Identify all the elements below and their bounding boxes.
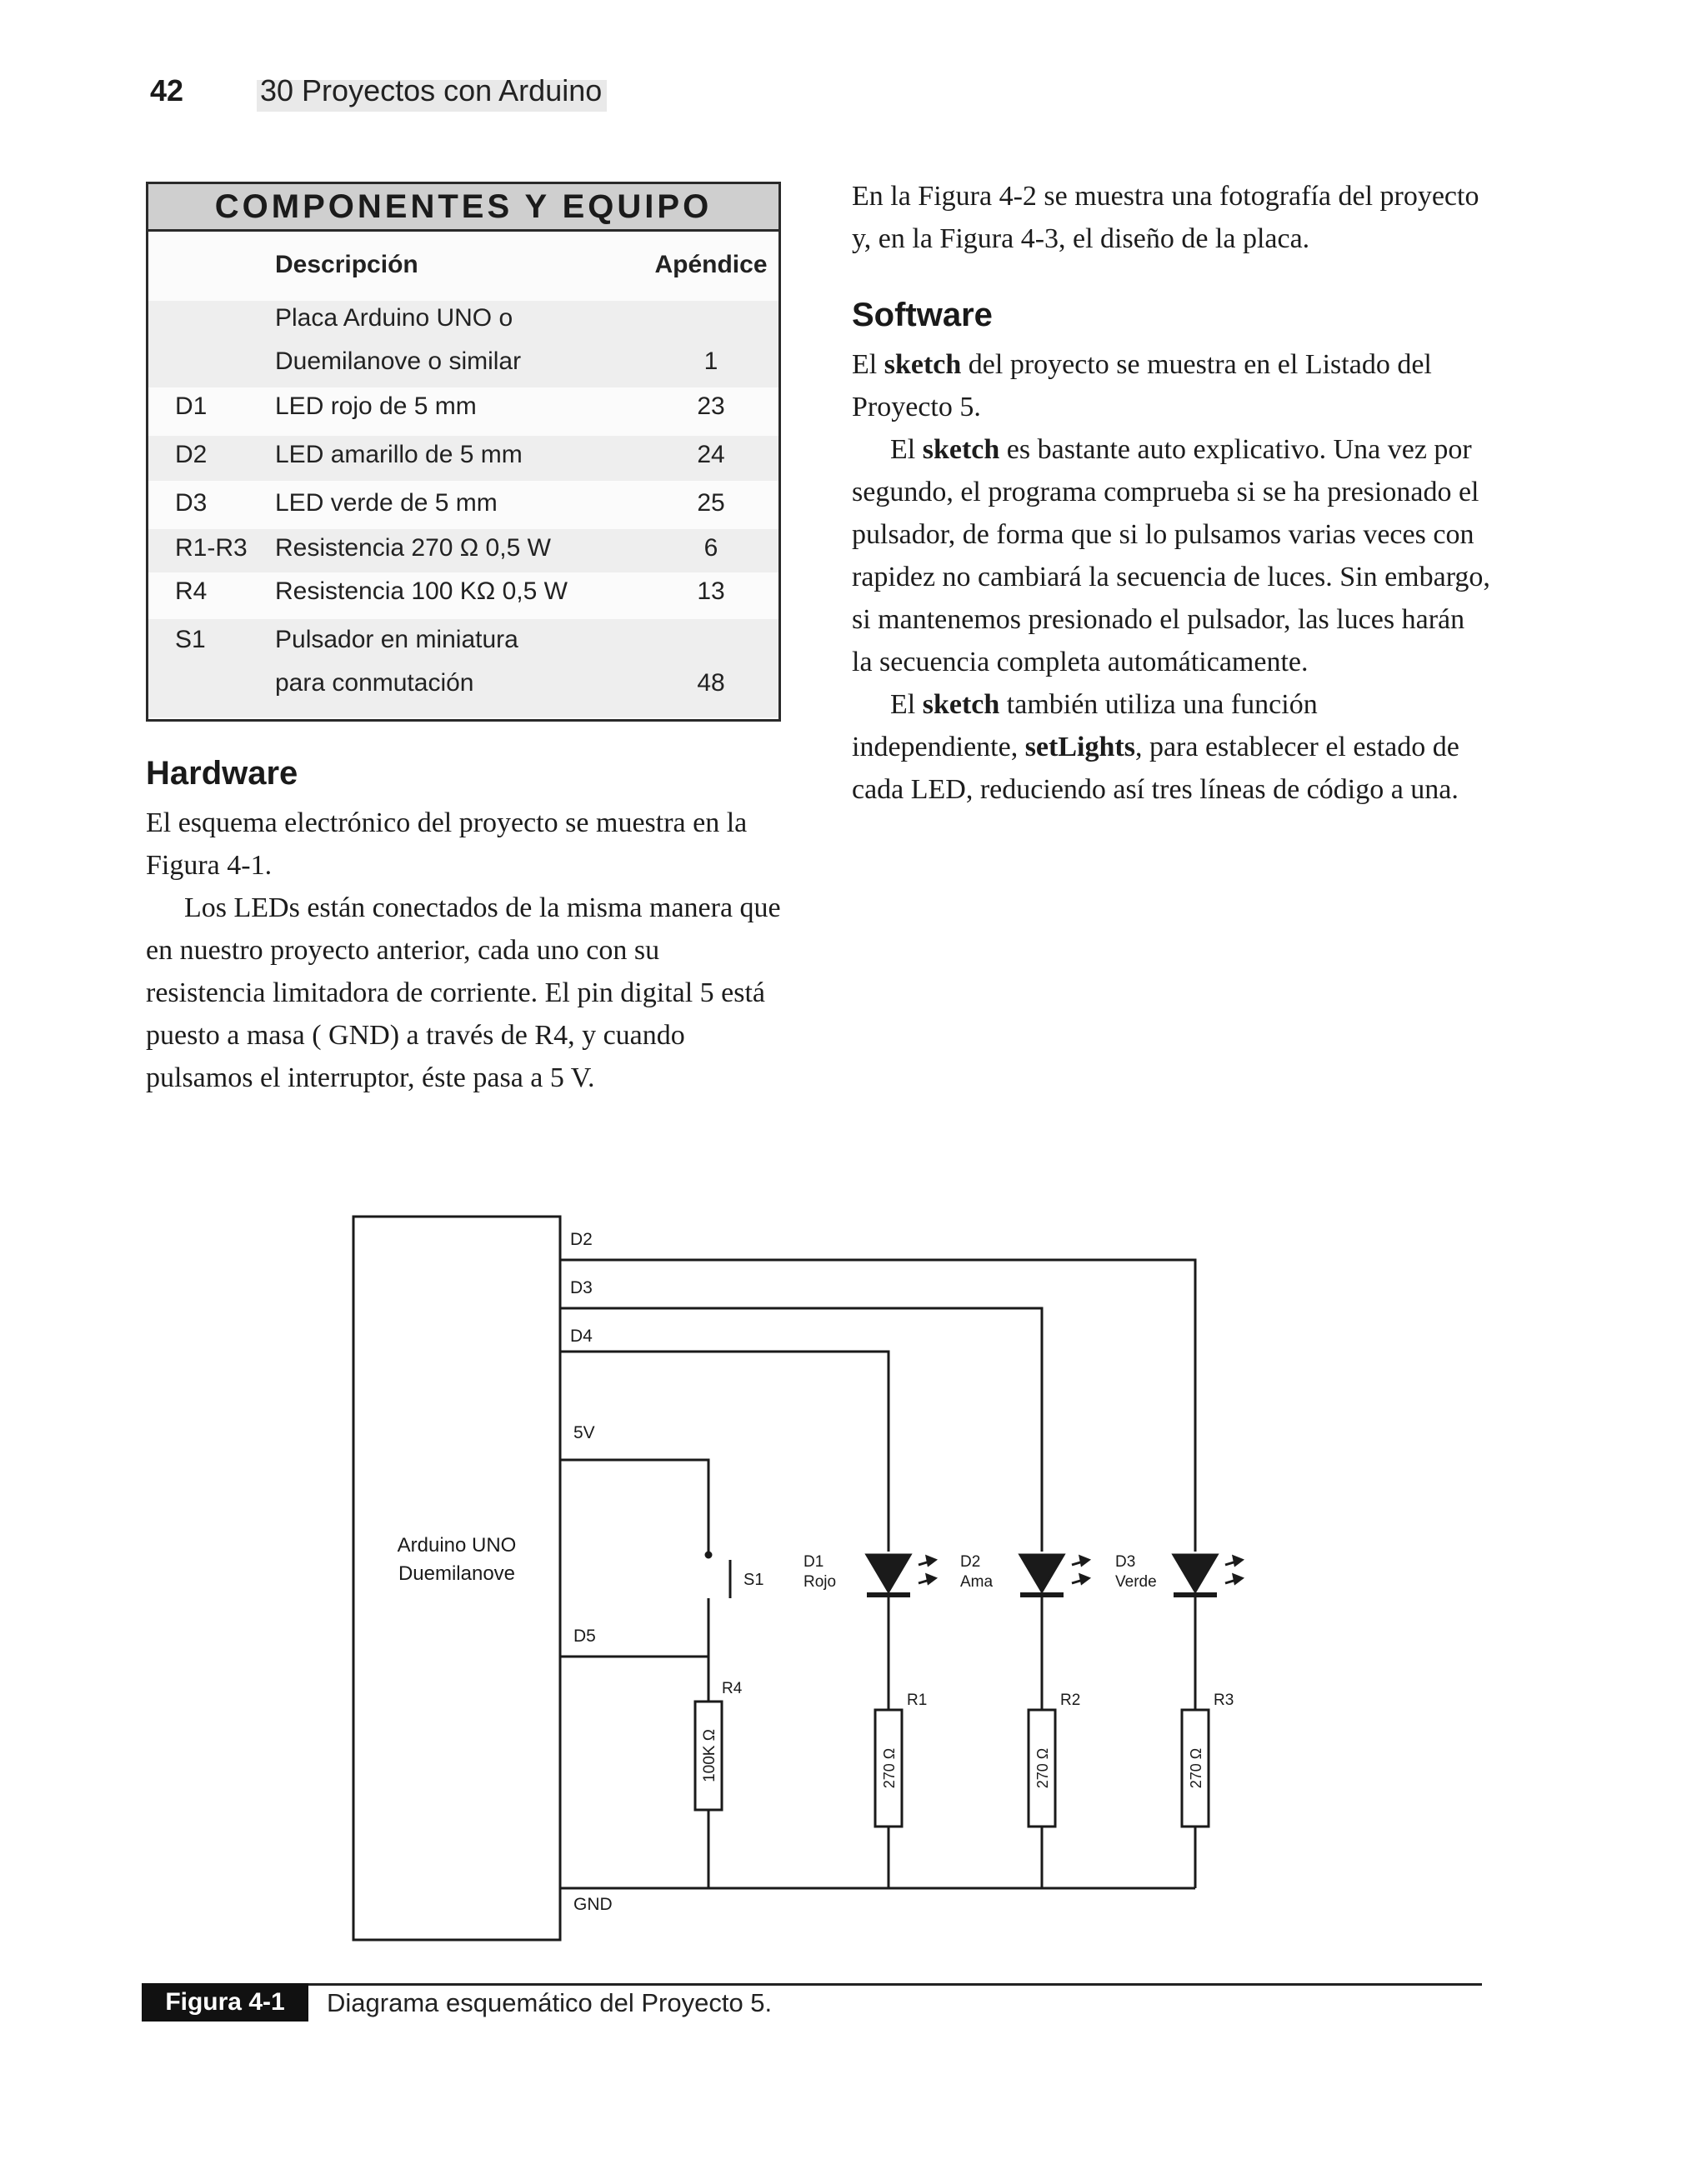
- sketch-term: sketch: [922, 434, 1000, 465]
- led-d2: [1020, 1555, 1064, 1592]
- text-run: El: [890, 689, 923, 720]
- text-run: es bastante auto explicativo. Una vez por segundo, el programa comprueba si se ha presionado el pulsador, de forma que si lo pulsamos varias veces con rapidez no cambiará la secuencia de luces. Sin embargo, si mantenemos presionado el pulsador, las luces harán la secuencia completa automáticamente.: [852, 434, 1490, 677]
- row-code: D3: [175, 489, 208, 517]
- row-description: Resistencia 270 Ω 0,5 W: [275, 534, 551, 562]
- row-appendix: 23: [697, 392, 725, 420]
- hardware-heading: Hardware: [146, 755, 298, 792]
- row-code: S1: [175, 626, 206, 653]
- row-appendix: 24: [697, 441, 725, 468]
- row-appendix: 48: [697, 669, 725, 697]
- switch-s1-label: S1: [743, 1571, 764, 1589]
- led-d3: [1174, 1555, 1217, 1592]
- pin-d5-label: D5: [573, 1627, 596, 1646]
- arrow-icon: [1234, 1557, 1242, 1565]
- row-code: D2: [175, 441, 208, 468]
- resistor-r2-label: R2: [1060, 1692, 1081, 1709]
- sketch-term: sketch: [884, 349, 962, 380]
- board-label-line-2: Duemilanove: [398, 1562, 516, 1585]
- wire-d3: [560, 1308, 1042, 1552]
- led-d1-color: Rojo: [803, 1573, 837, 1591]
- row-appendix: 6: [703, 534, 718, 562]
- book-title: 30 Proyectos con Arduino: [260, 73, 603, 107]
- hardware-paragraph-2: Los LEDs están conectados de la misma manera que en nuestro proyecto anterior, cada uno con su resistencia limitadora de corriente. El pin digital 5 está puesto a masa ( GND) a través de R4, y cuando pulsamos el interruptor, éste pasa a 5 V.: [146, 892, 781, 1093]
- software-heading: Software: [852, 297, 993, 333]
- row-description-line: para conmutación: [275, 669, 474, 697]
- row-description-line: Duemilanove o similar: [275, 347, 522, 375]
- resistor-r1-value: 270 Ω: [881, 1747, 898, 1789]
- figure-tag: Figura 4-1: [142, 1983, 308, 2022]
- row-description: LED verde de 5 mm: [275, 489, 498, 517]
- switch-contact: [706, 1552, 711, 1557]
- led-d3-color: Verde: [1115, 1573, 1157, 1591]
- row-description: LED amarillo de 5 mm: [275, 441, 523, 468]
- row-description: Resistencia 100 KΩ 0,5 W: [275, 577, 568, 605]
- led-d1-label: D1: [803, 1553, 824, 1571]
- row-appendix: 25: [697, 489, 725, 517]
- resistor-r3-value: 270 Ω: [1188, 1747, 1204, 1789]
- resistor-r4-label: R4: [722, 1680, 743, 1697]
- text-run: El: [890, 434, 923, 465]
- figure-caption: Diagrama esquemático del Proyecto 5.: [327, 1988, 773, 2017]
- components-table-title: COMPONENTES Y EQUIPO: [148, 184, 778, 232]
- resistor-r4-value: 100K Ω: [701, 1729, 718, 1782]
- sketch-term: sketch: [922, 689, 1000, 720]
- row-appendix: 13: [697, 577, 725, 605]
- text-run: El: [852, 349, 884, 380]
- text-run: también utiliza una función independiente,: [852, 689, 1318, 762]
- resistor-r3-label: R3: [1214, 1692, 1234, 1709]
- led-d2-color: Ama: [960, 1573, 994, 1591]
- column-header-appendix: Apéndice: [654, 251, 768, 278]
- row-description-line: Pulsador en miniatura: [275, 626, 518, 653]
- arrow-icon: [927, 1575, 935, 1583]
- resistor-r1-label: R1: [907, 1692, 928, 1709]
- wire-d4: [560, 1352, 889, 1552]
- row-code: D1: [175, 392, 208, 420]
- intro-paragraph: En la Figura 4-2 se muestra una fotografía del proyecto y, en la Figura 4-3, el diseño de la placa.: [852, 181, 1479, 254]
- wire-d2: [560, 1260, 1195, 1552]
- row-code: R4: [175, 577, 208, 605]
- text-run: , para establecer el estado de cada LED, reduciendo así tres líneas de código a una.: [852, 732, 1459, 805]
- page-number: 42: [150, 73, 184, 107]
- arrow-icon: [1080, 1557, 1089, 1565]
- led-d2-label: D2: [960, 1553, 981, 1571]
- row-description-line: Placa Arduino UNO o: [275, 304, 513, 332]
- led-d1: [867, 1555, 910, 1592]
- column-header-description: Descripción: [275, 251, 418, 278]
- resistor-r2-value: 270 Ω: [1034, 1747, 1051, 1789]
- arrow-icon: [927, 1557, 935, 1565]
- text-run: del proyecto se muestra en el Listado del Proyecto 5.: [852, 349, 1432, 422]
- pin-d3-label: D3: [570, 1278, 593, 1297]
- pin-5v-label: 5V: [573, 1423, 595, 1442]
- arrow-icon: [1080, 1575, 1089, 1583]
- row-code: R1-R3: [175, 534, 248, 562]
- hardware-paragraph-1: El esquema electrónico del proyecto se muestra en la Figura 4-1.: [146, 807, 748, 881]
- setlights-term: setLights: [1024, 732, 1135, 762]
- board-label-line-1: Arduino UNO: [397, 1534, 517, 1557]
- pin-gnd-label: GND: [573, 1895, 613, 1914]
- pin-d4-label: D4: [570, 1327, 593, 1346]
- row-description: LED rojo de 5 mm: [275, 392, 477, 420]
- row-appendix: 1: [703, 347, 718, 375]
- wire-5v: [560, 1460, 708, 1555]
- pin-d2-label: D2: [570, 1230, 593, 1249]
- led-d3-label: D3: [1115, 1553, 1136, 1571]
- figure-rule: [308, 1983, 1482, 1986]
- arrow-icon: [1234, 1575, 1242, 1583]
